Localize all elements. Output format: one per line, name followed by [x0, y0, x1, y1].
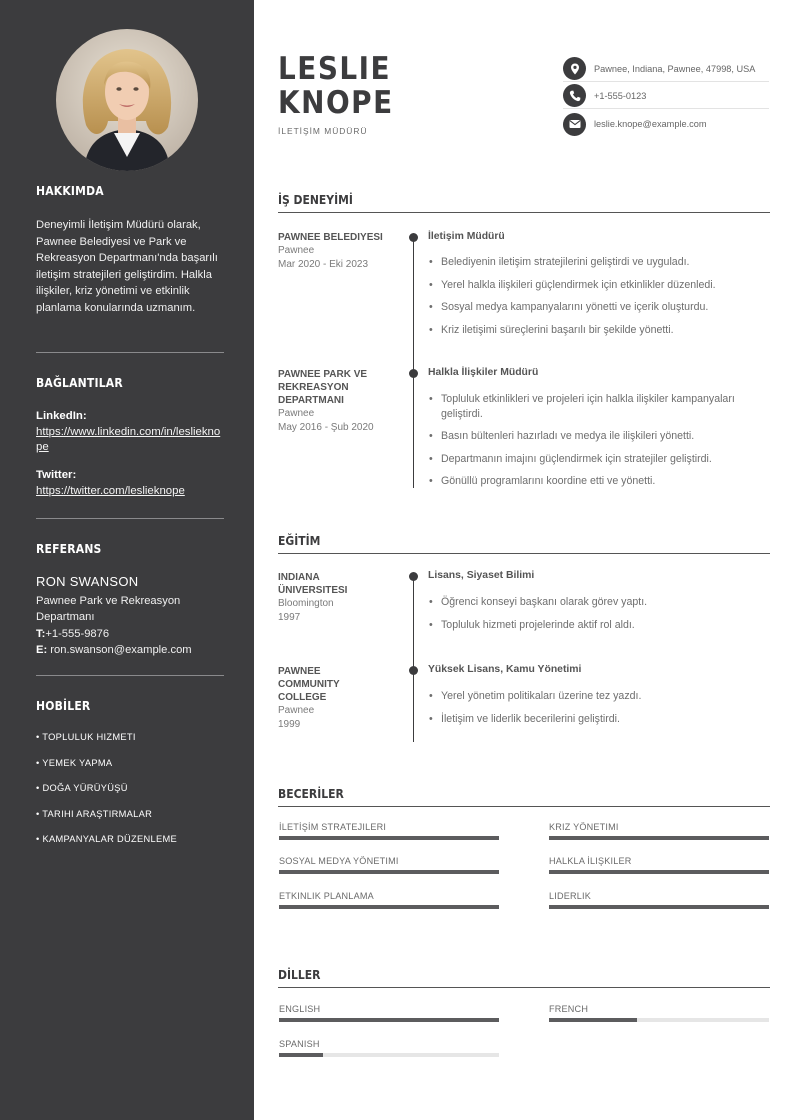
skill-bar	[549, 905, 769, 909]
school-year: 1997	[278, 612, 301, 623]
phone-icon	[563, 84, 586, 107]
twitter-link-block	[36, 467, 224, 499]
candidate-name	[278, 52, 394, 120]
list-item: • Topluluk hizmeti projelerinde aktif rol aldı.	[428, 618, 768, 633]
skill-bar-fill	[549, 836, 769, 840]
hobby-item: • KAMPANYALAR DÜZENLEME	[36, 834, 178, 844]
skill-item	[279, 856, 499, 874]
reference-email: E: ron.swanson@example.com	[36, 644, 192, 656]
reference-heading: REFERANS	[36, 542, 102, 556]
list-item: • Yerel halkla ilişkileri güçlendirmek için etkinlikler düzenledi.	[428, 278, 768, 293]
language-name: SPANISH	[279, 1039, 320, 1049]
list-item: • Sosyal medya kampanyalarını yönetti ve içerik oluşturdu.	[428, 300, 768, 315]
language-item	[279, 1004, 499, 1022]
hobby-item: • DOĞA YÜRÜYÜŞÜ	[36, 783, 128, 793]
twitter-label: Twitter:	[36, 469, 77, 481]
skill-bar-fill	[279, 836, 499, 840]
profile-photo	[56, 29, 198, 171]
last-name: KNOPE	[278, 85, 394, 121]
skills-heading: BECERİLER	[278, 787, 770, 807]
school-location: Bloomington	[278, 598, 334, 609]
linkedin-link[interactable]: https://www.linkedin.com/in/leslieknope	[36, 425, 221, 453]
skill-item	[279, 891, 499, 909]
skill-name: KRIZ YÖNETIMI	[549, 822, 619, 832]
reference-name: RON SWANSON	[36, 574, 139, 589]
twitter-link[interactable]: https://twitter.com/leslieknope	[36, 484, 185, 497]
degree: Yüksek Lisans, Kamu Yönetimi	[428, 664, 582, 675]
skill-bar	[549, 836, 769, 840]
contact-phone	[563, 83, 769, 109]
job-title: İLETİŞİM MÜDÜRÜ	[278, 126, 368, 136]
timeline-dot	[409, 369, 418, 378]
timeline-dot	[409, 666, 418, 675]
job-bullets	[428, 392, 768, 497]
list-item: • Departmanın imajını güçlendirmek için stratejiler geliştirdi.	[428, 452, 768, 467]
job-dates: May 2016 - Şub 2020	[278, 422, 374, 433]
language-bar	[279, 1018, 499, 1022]
first-name: LESLIE	[278, 51, 392, 87]
education-heading: EĞİTİM	[278, 534, 770, 554]
skill-item	[279, 822, 499, 840]
job-org: PAWNEE BELEDIYESI	[278, 232, 383, 243]
location-pin-icon	[563, 57, 586, 80]
list-item: • Belediyenin iletişim stratejilerini geliştirdi ve uyguladı.	[428, 255, 768, 270]
email-text: leslie.knope@example.com	[594, 119, 707, 129]
job-dates: Mar 2020 - Eki 2023	[278, 259, 369, 270]
job-role: Halkla İlişkiler Müdürü	[428, 367, 539, 378]
hobby-item: • TARIHI ARAŞTIRMALAR	[36, 809, 153, 819]
language-bar-fill	[549, 1018, 637, 1022]
language-name: ENGLISH	[279, 1004, 321, 1014]
skill-bar	[279, 870, 499, 874]
reference-phone: T:+1-555-9876	[36, 627, 110, 640]
phone-text: +1-555-0123	[594, 90, 647, 101]
timeline-line	[413, 576, 414, 742]
divider	[36, 675, 224, 676]
skill-bar-fill	[279, 905, 499, 909]
language-bar-fill	[279, 1018, 499, 1022]
language-bar	[279, 1053, 499, 1057]
language-bar	[549, 1018, 769, 1022]
school-org: INDIANA ÜNIVERSITESI	[278, 572, 348, 596]
job-location: Pawnee	[278, 408, 315, 419]
skill-name: LIDERLIK	[549, 891, 592, 901]
degree-bullets	[428, 595, 768, 640]
list-item: • Kriz iletişimi süreçlerini başarılı bir şekilde yönetti.	[428, 323, 768, 338]
timeline-line	[413, 236, 414, 488]
list-item: • Basın bültenleri hazırladı ve medya ile ilişkileri yönetti.	[428, 429, 768, 444]
skill-name: ETKINLIK PLANLAMA	[279, 891, 374, 901]
job-bullets	[428, 255, 768, 345]
job-role: İletişim Müdürü	[428, 231, 505, 242]
list-item: • İletişim ve liderlik becerilerini geliştirdi.	[428, 712, 768, 727]
about-text: Deneyimli İletişim Müdürü olarak, Pawnee Belediyesi ve Park ve Rekreasyon Departmanı'nda başarılı iletişim stratejileri geliştirdim. Halkla ilişkiler, kriz yönetimi ve etkinlik planlama konularında uzmanım.	[36, 219, 218, 314]
reference-block	[36, 574, 224, 659]
experience-heading: İŞ DENEYİMİ	[278, 193, 770, 213]
reference-org: Pawnee Park ve Rekreasyon Departmanı	[36, 594, 181, 623]
degree-bullets	[428, 689, 768, 734]
timeline-dot	[409, 233, 418, 242]
skill-item	[549, 856, 769, 874]
list-item: • Gönüllü programlarını koordine etti ve yönetti.	[428, 474, 768, 489]
about-heading: HAKKIMDA	[36, 184, 104, 198]
mail-icon	[563, 113, 586, 136]
hobbies-heading: HOBİLER	[36, 699, 91, 713]
divider	[36, 518, 224, 519]
divider	[36, 352, 224, 353]
skill-bar	[279, 905, 499, 909]
contact-email	[563, 111, 769, 137]
skill-bar	[549, 870, 769, 874]
school-org: PAWNEE COMMUNITY COLLEGE	[278, 666, 340, 703]
skill-bar-fill	[549, 905, 769, 909]
timeline-dot	[409, 572, 418, 581]
skill-item	[549, 822, 769, 840]
skill-item	[549, 891, 769, 909]
degree: Lisans, Siyaset Bilimi	[428, 570, 535, 581]
skill-name: İLETİŞİM STRATEJILERI	[279, 822, 387, 832]
sidebar	[0, 0, 254, 1120]
list-item: • Yerel yönetim politikaları üzerine tez yazdı.	[428, 689, 768, 704]
school-year: 1999	[278, 719, 301, 730]
language-name: FRENCH	[549, 1004, 589, 1014]
language-item	[279, 1039, 499, 1057]
languages-heading: DİLLER	[278, 968, 770, 988]
linkedin-label: LinkedIn:	[36, 410, 87, 422]
list-item: • Öğrenci konseyi başkanı olarak görev yaptı.	[428, 595, 768, 610]
job-location: Pawnee	[278, 245, 315, 256]
links-heading: BAĞLANTILAR	[36, 376, 123, 390]
school-location: Pawnee	[278, 705, 315, 716]
language-item	[549, 1004, 769, 1022]
skill-name: HALKLA İLIŞKILER	[549, 856, 632, 866]
address-text: Pawnee, Indiana, Pawnee, 47998, USA	[594, 63, 756, 74]
linkedin-link-block	[36, 408, 224, 456]
skill-bar-fill	[279, 870, 499, 874]
skill-bar	[279, 836, 499, 840]
skill-name: SOSYAL MEDYA YÖNETIMI	[279, 856, 399, 866]
hobby-item: • TOPLULUK HIZMETI	[36, 732, 136, 742]
job-org: PAWNEE PARK VE REKREASYON DEPARTMANI	[278, 369, 368, 406]
contact-address	[563, 56, 769, 82]
skill-bar-fill	[549, 870, 769, 874]
list-item: • Topluluk etkinlikleri ve projeleri için halkla ilişkiler kampanyaları geliştirdi.	[428, 392, 768, 421]
language-bar-fill	[279, 1053, 323, 1057]
hobby-item: • YEMEK YAPMA	[36, 758, 113, 768]
